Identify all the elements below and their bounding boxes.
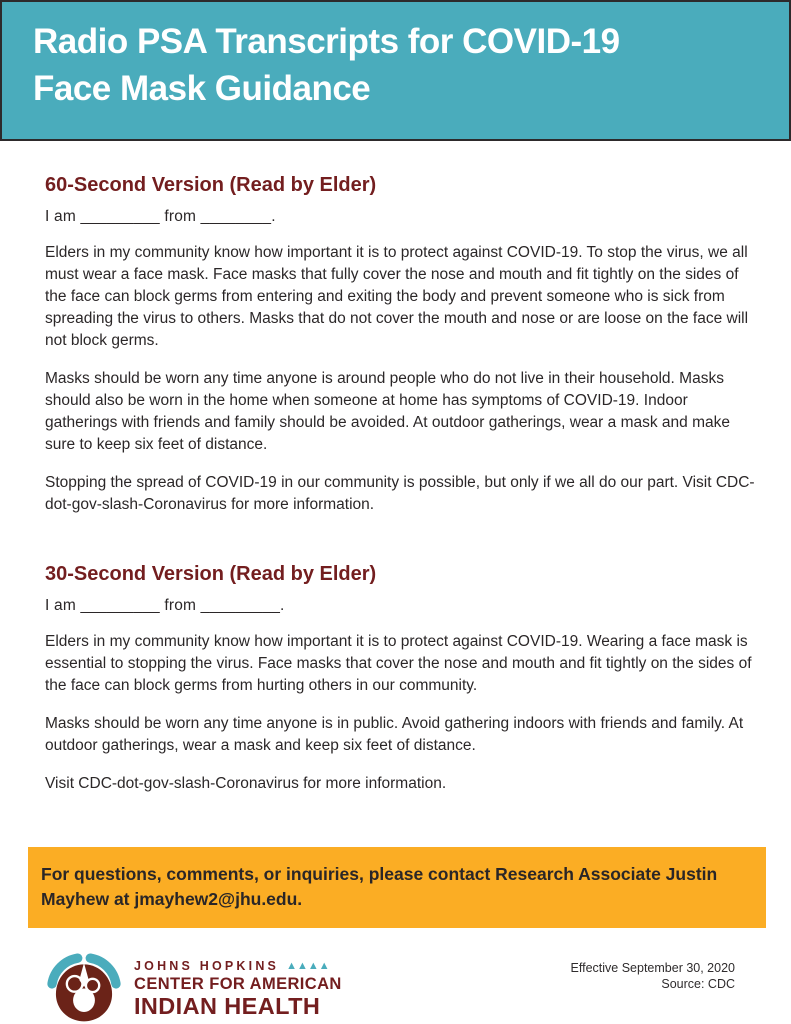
logo-johns-hopkins-label: JOHNS HOPKINS — [134, 959, 280, 973]
transcript-body — [0, 174, 791, 795]
caih-logo-text — [134, 956, 342, 1018]
fill-in-line-30: I am _________ from _________. — [45, 597, 285, 614]
section-heading-30-second: 30-Second Version (Read by Elder) — [45, 563, 377, 585]
effective-date: Effective September 30, 2020 — [570, 961, 735, 975]
page-title — [33, 18, 759, 112]
paragraph-60-2: Masks should be worn any time anyone is around people who do not live in their household. Masks should also be worn in the home when someone at home has symptoms of COVID-19. Indoor gatherings with friends and family should be avoided. At outdoor gatherings, wear a mask and make sure to keep six feet of distance. — [45, 370, 730, 453]
paragraph-30-2: Masks should be worn any time anyone is in public. Avoid gathering indoors with friends and family. At outdoor gatherings, wear a mask and keep six feet of distance. — [45, 715, 744, 754]
logo-center-for-american: CENTER FOR AMERICAN — [134, 975, 342, 993]
logo-indian-health: INDIAN HEALTH — [134, 993, 321, 1019]
paragraph-30-3: Visit CDC-dot-gov-slash-Coronavirus for more information. — [45, 775, 447, 792]
section-heading-60-second: 60-Second Version (Read by Elder) — [45, 174, 377, 196]
contact-banner-text: For questions, comments, or inquiries, please contact Research Associate Justin Mayhew at jmayhew2@jhu.edu. — [41, 864, 718, 909]
contact-banner — [28, 847, 766, 928]
paragraph-60-3: Stopping the spread of COVID-19 in our community is possible, but only if we all do our part. Visit CDC-dot-gov-slash-Coronavirus for more information. — [45, 474, 755, 513]
source-label: Source: CDC — [661, 977, 735, 991]
fill-in-line-60: I am _________ from ________. — [45, 208, 276, 225]
logo-johns-hopkins — [134, 958, 342, 974]
paragraph-30-1: Elders in my community know how important it is to protect against COVID-19. Wearing a face mask is essential to stopping the virus. Face masks that cover the nose and mouth and fit tightly on the sides of the face can block germs from hurting others in our community. — [45, 633, 752, 694]
effective-info — [571, 960, 735, 992]
caih-emblem-icon — [45, 948, 123, 1024]
title-banner — [0, 0, 791, 141]
paragraph-60-1: Elders in my community know how important it is to protect against COVID-19. To stop the virus, we all must wear a face mask. Face masks that fully cover the nose and mouth and fit tightly on the sides of the face can block germs from entering and exiting the body and prevent someone who is sick from spreading the virus to others. Masks that do not cover the mouth and nose or are loose on the face will not block germs. — [45, 244, 749, 349]
page-title-line2: Face Mask Guidance — [33, 69, 371, 108]
jhu-caih-logo — [45, 948, 342, 1024]
triangles-icon: ▲▲▲▲ — [286, 960, 330, 972]
footer — [45, 948, 735, 1024]
page-title-line1: Radio PSA Transcripts for COVID-19 — [33, 22, 620, 61]
